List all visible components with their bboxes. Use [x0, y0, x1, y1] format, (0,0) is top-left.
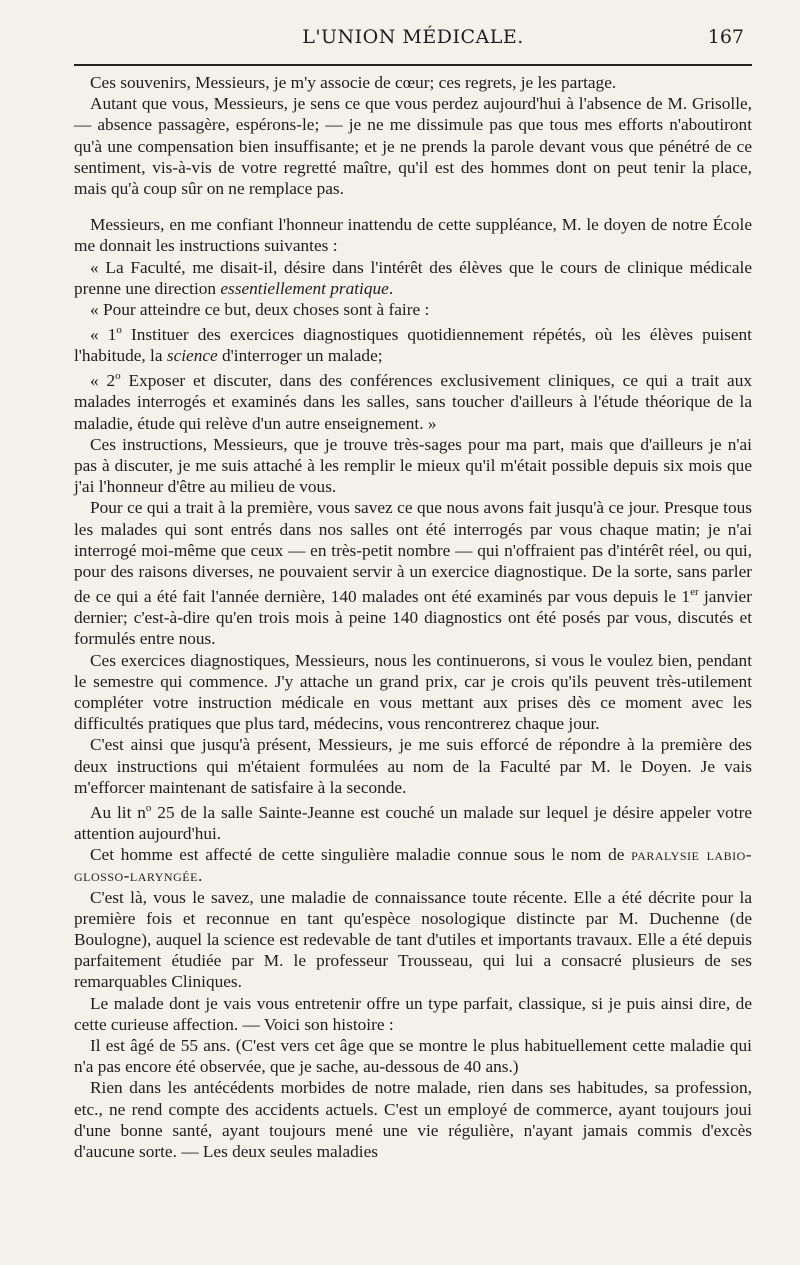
- running-header: [74, 26, 752, 54]
- text-run: « 2: [90, 371, 116, 391]
- header-rule: [74, 64, 752, 66]
- paragraph: [74, 214, 752, 256]
- text-run: « Pour atteindre ce but, deux choses sont à faire :: [90, 300, 430, 320]
- paragraph: [74, 844, 752, 886]
- paragraph: [74, 257, 752, 299]
- paragraph: [74, 320, 752, 366]
- article-body: [74, 72, 752, 1162]
- text-run: d'interroger un malade;: [217, 346, 383, 366]
- paragraph: [74, 1035, 752, 1077]
- text-run: Le malade dont je vais vous entretenir offre un type parfait, classique, si je puis ainsi dire, de cette curieuse affection. — Voici son histoire :: [74, 993, 752, 1034]
- paragraph: [74, 1077, 752, 1162]
- paragraph: [74, 734, 752, 798]
- paragraph: [74, 887, 752, 993]
- text-run: Ces exercices diagnostiques, Messieurs, nous les continuerons, si vous le voulez bien, pendant le semestre qui commence. J'y attache un grand prix, car je crois qu'ils peuvent très-utilement compléter votre instruction médicale en vous mettant aux prises dès ce moment avec les difficultés pratiques que plus tard, médecins, vous rencontrerez chaque jour.: [74, 650, 752, 734]
- italic-text: essentiellement pratique: [220, 278, 389, 298]
- paragraph: [74, 93, 752, 199]
- text-run: Rien dans les antécédents morbides de notre malade, rien dans ses habitudes, sa profession, etc., ne rend compte des accidents actuels. C'est un employé de commerce, ayant toujours joui d'une bonne santé, ayant toujours mené une vie régulière, n'ayant jamais commis d'excès d'aucune sorte. — Les deux seules maladies: [74, 1078, 752, 1162]
- text-run: « La Faculté, me disait-il, désire dans l'intérêt des élèves que le cours de clinique médicale prenne une direction: [74, 257, 752, 298]
- journal-title: L'UNION MÉDICALE.: [302, 26, 524, 48]
- text-run: Pour ce qui a trait à la première, vous savez ce que nous avons fait jusqu'à ce jour. Presque tous les malades qui sont entrés dans nos salles ont été interrogés par vous chaque matin; je n'ai interrogé moi-même que ceux — en très-petit nombre — qui n'offraient pas d'intérêt réel, ou qui, pour des raisons diverses, ne pouvaient servir à un exercice diagnostique. De la sorte, sans parler de ce qui a été fait l'année dernière, 140 malades ont été examinés par vous depuis le 1: [74, 498, 752, 606]
- italic-text: science: [166, 346, 218, 366]
- paragraph: [74, 366, 752, 433]
- superscript-text: o: [116, 324, 122, 337]
- page-number: 167: [707, 26, 744, 48]
- text-run: Au lit n: [90, 802, 146, 822]
- superscript-text: o: [145, 802, 152, 814]
- text-run: Cet homme est affecté de cette singulière maladie connue sous le nom de: [90, 845, 632, 865]
- text-run: .: [197, 866, 203, 886]
- text-run: Instituer des exercices diagnostiques quotidiennement répétés, où les élèves puisent l'habitude, la: [74, 325, 752, 366]
- text-run: Exposer et discuter, dans des conférences exclusivement cliniques, ce qui a trait aux malades interrogés et examinés dans les salles, sans toucher d'ailleurs à l'étude théorique de la maladie, étude qui relève d'un autre enseignement. »: [74, 371, 752, 433]
- paragraph: [74, 993, 752, 1035]
- small-caps-text: paralysie labio-glosso-laryngée: [74, 845, 752, 886]
- paragraph: [74, 650, 752, 735]
- text-run: « 1: [90, 325, 117, 344]
- text-run: C'est ainsi que jusqu'à présent, Messieurs, je me suis efforcé de répondre à la première des deux instructions qui m'étaient formulées au nom de la Faculté par M. le Doyen. Je vais m'efforcer maintenant de satisfaire à la seconde.: [74, 735, 752, 797]
- paragraph: [74, 72, 752, 93]
- text-run: 25 de la salle Sainte-Jeanne est couché un malade sur lequel je désire appeler votre attention aujourd'hui.: [74, 802, 752, 843]
- text-run: janvier dernier; c'est-à-dire qu'en trois mois à peine 140 diagnostics ont été posés par vous, discutés et formulés entre nous.: [74, 586, 752, 649]
- text-run: Messieurs, en me confiant l'honneur inattendu de cette suppléance, M. le doyen de notre École me donnait les instructions suivantes :: [74, 215, 752, 256]
- paragraph: [74, 497, 752, 649]
- text-run: C'est là, vous le savez, une maladie de connaissance toute récente. Elle a été décrite pour la première fois et reconnue en tant qu'espèce nosologique distincte par M. Duchenne (de Boulogne), auquel la science est redevable de tant d'utiles et importants travaux. Elle a été depuis parfaitement étudiée par M. le professeur Trousseau, qui lui a consacré plusieurs de ses remarquables Cliniques.: [74, 887, 752, 992]
- text-run: Autant que vous, Messieurs, je sens ce que vous perdez aujourd'hui à l'absence de M. Grisolle, — absence passagère, espérons-le; — je ne me dissimule pas que tous mes efforts n'aboutiront qu'à une compensation bien insuffisante; et je ne prends la parole devant vous que pénétré de ce sentiment, vis-à-vis de votre regretté maître, qu'il est des hommes dont on peut tenir la place, mais qu'à coup sûr on ne remplace pas.: [74, 94, 752, 199]
- superscript-text: o: [115, 370, 121, 383]
- superscript-text: er: [690, 586, 699, 599]
- text-run: Ces instructions, Messieurs, que je trouve très-sages pour ma part, mais que d'ailleurs je n'ai pas à discuter, je me suis attaché à les remplir le mieux qu'il m'était possible depuis six mois que j'ai l'honneur d'être au milieu de vous.: [74, 434, 752, 497]
- paragraph: [74, 434, 752, 498]
- paragraph: [74, 299, 752, 320]
- text-run: Ces souvenirs, Messieurs, je m'y associe de cœur; ces regrets, je les partage.: [90, 73, 617, 92]
- text-run: Il est âgé de 55 ans. (C'est vers cet âge que se montre le plus habituellement cette maladie qui n'a pas encore été observée, que je sache, au-dessous de 40 ans.): [74, 1036, 752, 1077]
- text-run: .: [388, 278, 394, 298]
- paragraph: [74, 798, 752, 844]
